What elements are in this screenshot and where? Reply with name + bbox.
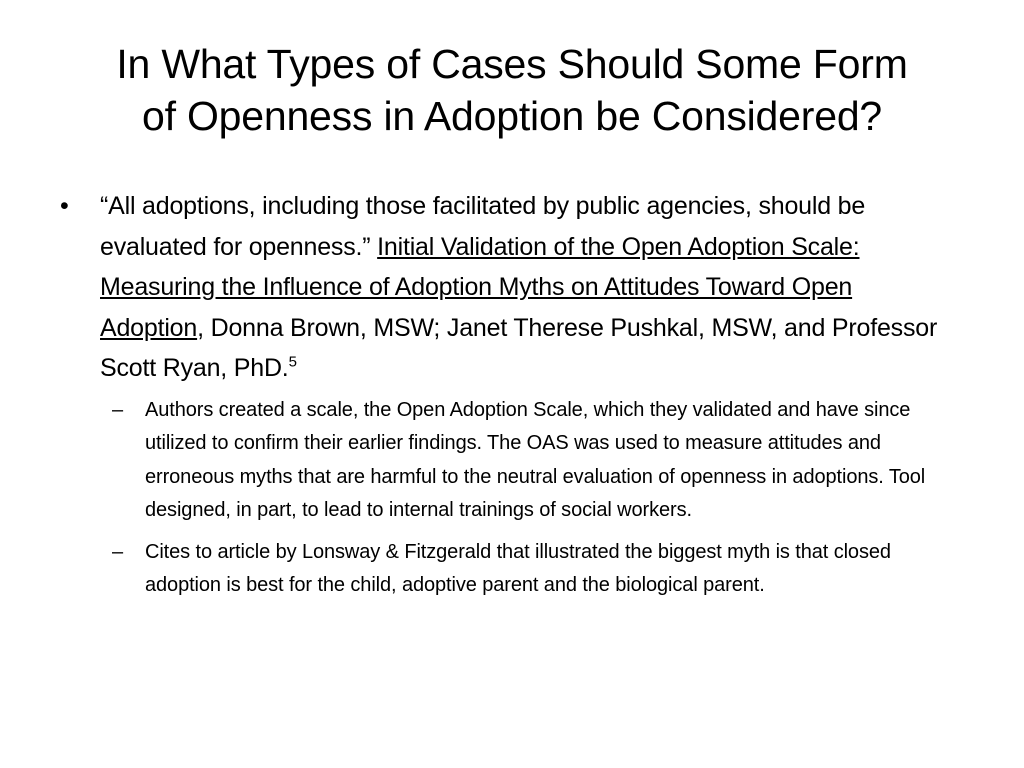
sub-bullet-point [112,394,955,528]
slide-title-line-2: of Openness in Adoption be Considered? [141,93,883,139]
sub-bullet-point [112,536,955,603]
source-authors: , Donna Brown, MSW; Janet Therese Pushkal, MSW, and Professor Scott Ryan, PhD. [100,313,938,382]
sub-point-text: Cites to article by Lonsway & Fitzgerald that illustrated the biggest myth is that closed adoption is best for the child, adoptive parent and the biological parent. [145,540,891,596]
main-quote: “All adoptions, including those facilitated by public agencies, should be evaluated for openness.” [100,192,866,261]
main-bullet-point [60,186,960,389]
slide-title-line-1: In What Types of Cases Should Some Form [116,41,908,87]
bullet-icon: • [60,192,69,220]
slide-title [50,38,974,142]
slide-body [60,186,960,603]
sub-point-text: Authors created a scale, the Open Adoption Scale, which they validated and have since utilized to confirm their earlier findings. The OAS was used to measure attitudes and erroneous myths that are harmful to the neutral evaluation of openness in adoptions. Tool designed, in part, to lead to internal trainings of social workers. [145,398,926,521]
dash-icon: – [112,540,124,563]
dash-icon: – [112,398,124,421]
footnote-marker: 5 [288,353,297,371]
source-title: Initial Validation of the Open Adoption Scale: Measuring the Influence of Adoption Myths on Attitudes Toward Open Adoption [100,232,860,342]
